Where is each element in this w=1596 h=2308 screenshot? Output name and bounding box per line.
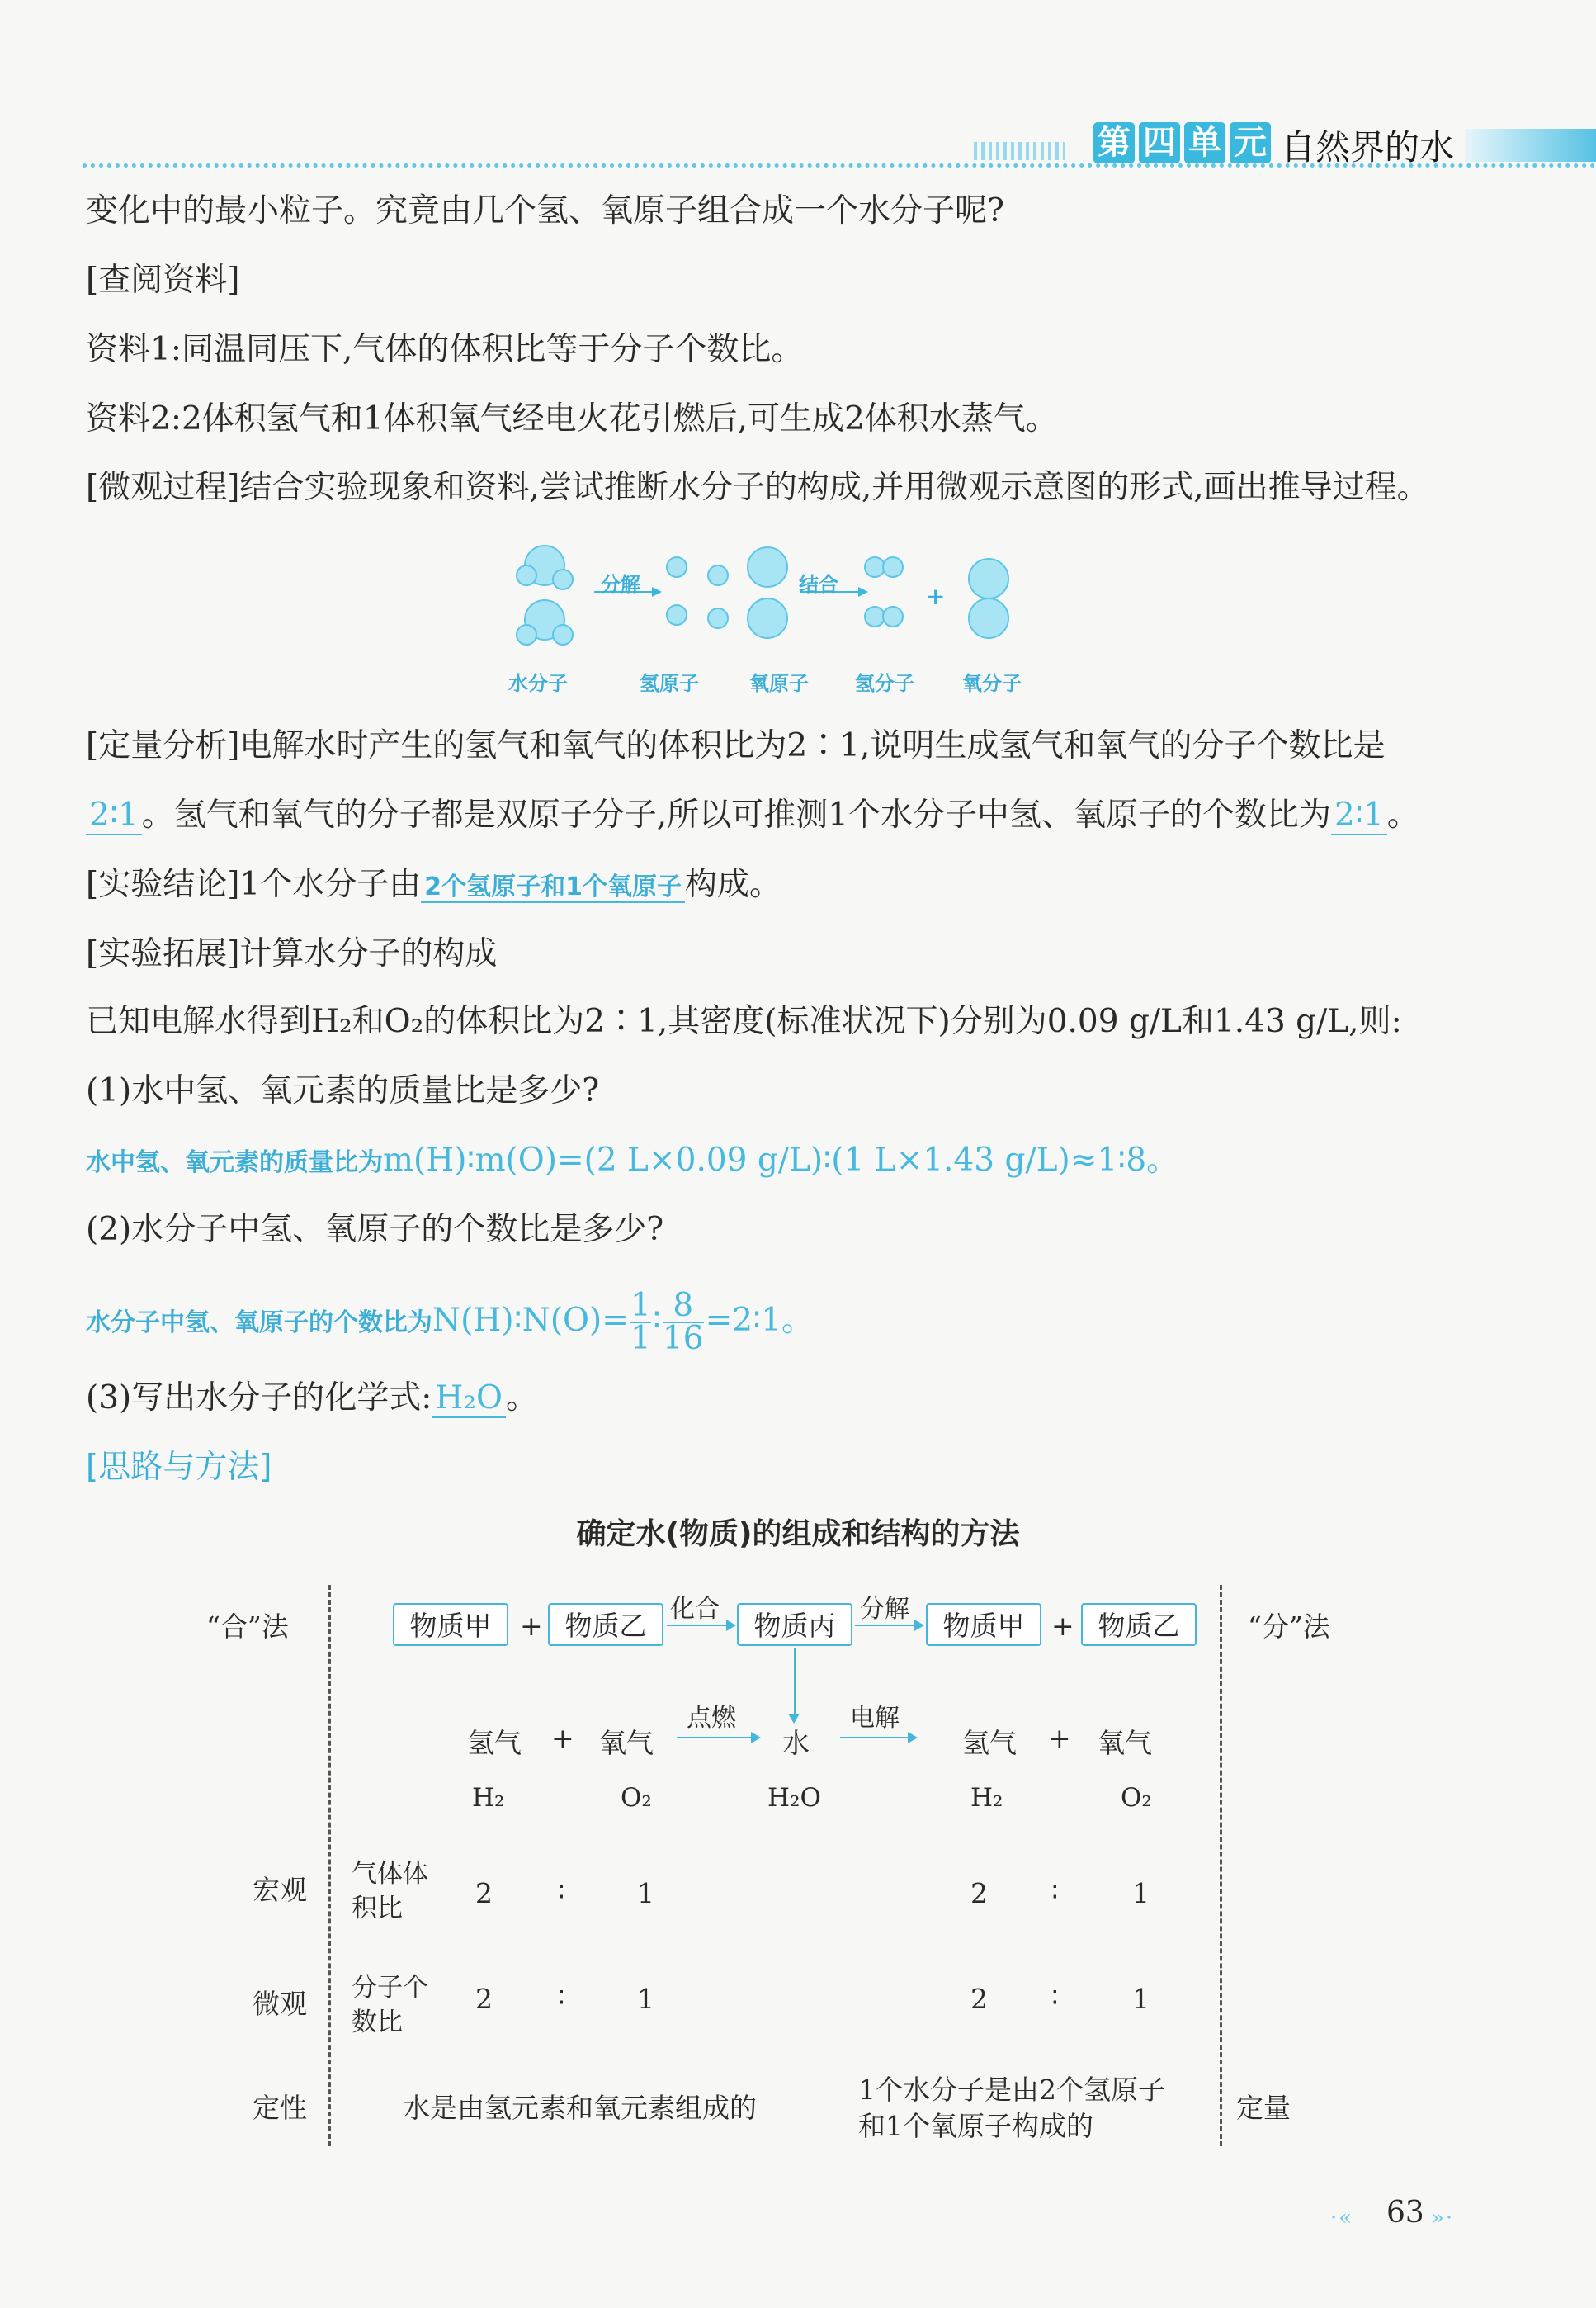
divider [328, 1585, 331, 2146]
plus-sign: + [926, 583, 946, 610]
arrow-label-combine: 结合 [799, 573, 838, 596]
paragraph: [实验结论]1个水分子由 2个氢原子和1个氧原子 构成。 [86, 866, 782, 903]
arrow [667, 1625, 734, 1626]
paragraph: 资料2:2体积氢气和1体积氧气经电火花引燃后,可生成2体积水蒸气。 [86, 400, 1058, 437]
section-label: [查阅资料] [86, 262, 240, 299]
header-divider [83, 163, 1596, 168]
substance: 氧气 [599, 1727, 654, 1759]
paragraph: 资料1:同温同压下,气体的体积比等于分子个数比。 [86, 331, 804, 368]
macro-desc: 积比 [352, 1894, 403, 1923]
row-label-micro: 微观 [253, 1988, 307, 2020]
electrolysis-label: 电解 [850, 1704, 900, 1733]
header-unit-char: 第 [1093, 122, 1135, 163]
ratio-value: 2 [970, 1877, 988, 1909]
answer-blank: H₂O [432, 1379, 506, 1418]
arrow-down [794, 1648, 796, 1717]
decompose-label: 分解 [860, 1595, 909, 1624]
page-decoration: ·« [1330, 2206, 1354, 2230]
plus-sign: + [520, 1610, 543, 1642]
ratio-colon: ∶ [558, 1875, 565, 1908]
caption-hydrogen-atom: 氢原子 [640, 672, 699, 695]
arrow-label-decompose: 分解 [601, 573, 640, 596]
paragraph: [微观过程]结合实验现象和资料,尝试推断水分子的构成,并用微观示意图的形式,画出推导过程。 [86, 469, 1429, 506]
ratio-colon: ∶ [558, 1981, 565, 2013]
ignite-label: 点燃 [687, 1704, 736, 1733]
header-decoration [974, 142, 1065, 160]
page-decoration: »· [1431, 2206, 1455, 2230]
micro-desc: 数比 [352, 2008, 403, 2037]
answer: 水中氢、氧元素的质量比为m(H)∶m(O)=(2 L×0.09 g/L)∶(1 L×1.43 g/L)≈1∶8。 [86, 1142, 1179, 1179]
ratio-value: 2 [970, 1983, 988, 2015]
formula: H₂O [767, 1783, 821, 1813]
substance-box: 物质甲 [926, 1603, 1041, 1646]
decompose-method-label: “分”法 [1248, 1610, 1330, 1643]
answer-blank: 2个氢原子和1个氧原子 [421, 873, 685, 903]
section-label: [思路与方法] [86, 1449, 272, 1486]
arrow [677, 1737, 759, 1738]
row-label-quantitative: 定量 [1236, 2092, 1291, 2124]
row-label-qualitative: 定性 [253, 2092, 307, 2124]
caption-water-molecule: 水分子 [508, 672, 568, 695]
plus-sign: + [1048, 1722, 1071, 1754]
quantitative-text: 1个水分子是由2个氢原子 [858, 2074, 1165, 2106]
substance: 氢气 [467, 1727, 522, 1759]
row-label-macro: 宏观 [253, 1874, 307, 1906]
ratio-value: 1 [637, 1983, 654, 2015]
paragraph: [定量分析]电解水时产生的氢气和氧气的体积比为2∶1,说明生成氢气和氧气的分子个数比是 [86, 727, 1386, 764]
question: (3)写出水分子的化学式: H₂O 。 [86, 1379, 539, 1416]
paragraph: 2∶1 。氢气和氧气的分子都是双原子分子,所以可推测1个水分子中氢、氧原子的个数比为 2∶1 。 [86, 792, 1419, 839]
paragraph: 变化中的最小粒子。究竟由几个氢、氧原子组合成一个水分子呢? [86, 192, 1004, 229]
paragraph: 已知电解水得到H₂和O₂的体积比为2∶1,其密度(标准状况下)分别为0.09 g/L和1.43 g/L,则: [86, 1003, 1402, 1040]
arrow [855, 1625, 923, 1626]
header-title: 自然界的水 [1281, 127, 1455, 168]
caption-oxygen-atom: 氧原子 [749, 672, 809, 695]
answer-blank: 2∶1 [1331, 797, 1387, 835]
answer-blank: 2∶1 [86, 797, 142, 835]
section-label: [实验拓展]计算水分子的构成 [86, 935, 498, 972]
substance-box: 物质乙 [548, 1603, 663, 1646]
question: (2)水分子中氢、氧原子的个数比是多少? [86, 1211, 664, 1248]
combine-label: 化合 [670, 1595, 720, 1624]
formula: O₂ [621, 1783, 652, 1813]
ratio-colon: ∶ [1051, 1981, 1059, 2013]
formula: O₂ [1121, 1783, 1152, 1813]
ratio-value: 1 [1132, 1877, 1150, 1909]
page-number: 63 [1386, 2196, 1424, 2230]
combine-method-label: “合”法 [206, 1610, 289, 1643]
substance-box: 物质甲 [393, 1603, 508, 1646]
plus-sign: + [551, 1722, 574, 1754]
substance: 水 [782, 1727, 810, 1759]
caption-oxygen-molecule: 氧分子 [962, 672, 1022, 695]
header-unit-char: 四 [1139, 122, 1180, 163]
ratio-value: 2 [475, 1877, 493, 1909]
qualitative-text: 水是由氢元素和氧元素组成的 [403, 2092, 757, 2124]
ratio-value: 1 [1132, 1983, 1150, 2015]
ratio-value: 1 [637, 1877, 654, 1909]
diagram-title: 确定水(物质)的组成和结构的方法 [576, 1517, 1020, 1551]
substance-box: 物质丙 [737, 1603, 852, 1646]
arrow [840, 1737, 916, 1738]
plus-sign: + [1051, 1610, 1074, 1642]
answer: 水分子中氢、氧原子的个数比为N(H)∶N(O)= $\frac{1}{1}$ ∶ $\frac{8}{16}$ =2∶1。 [86, 1287, 815, 1357]
substance: 氧气 [1098, 1727, 1152, 1759]
micro-desc: 分子个 [352, 1973, 428, 2003]
header-unit-char: 元 [1230, 122, 1271, 163]
caption-hydrogen-molecule: 氢分子 [855, 672, 914, 695]
substance: 氢气 [962, 1727, 1017, 1759]
divider [1220, 1585, 1222, 2146]
macro-desc: 气体体 [352, 1859, 428, 1889]
ratio-colon: ∶ [1051, 1875, 1059, 1908]
substance-box: 物质乙 [1081, 1603, 1197, 1646]
ratio-value: 2 [475, 1983, 493, 2015]
formula: H₂ [970, 1783, 1003, 1813]
header-unit-char: 单 [1184, 122, 1225, 163]
question: (1)水中氢、氧元素的质量比是多少? [86, 1072, 600, 1109]
header-gradient-bar [1465, 129, 1596, 162]
quantitative-text: 和1个氧原子构成的 [858, 2110, 1093, 2142]
formula: H₂ [472, 1783, 505, 1813]
